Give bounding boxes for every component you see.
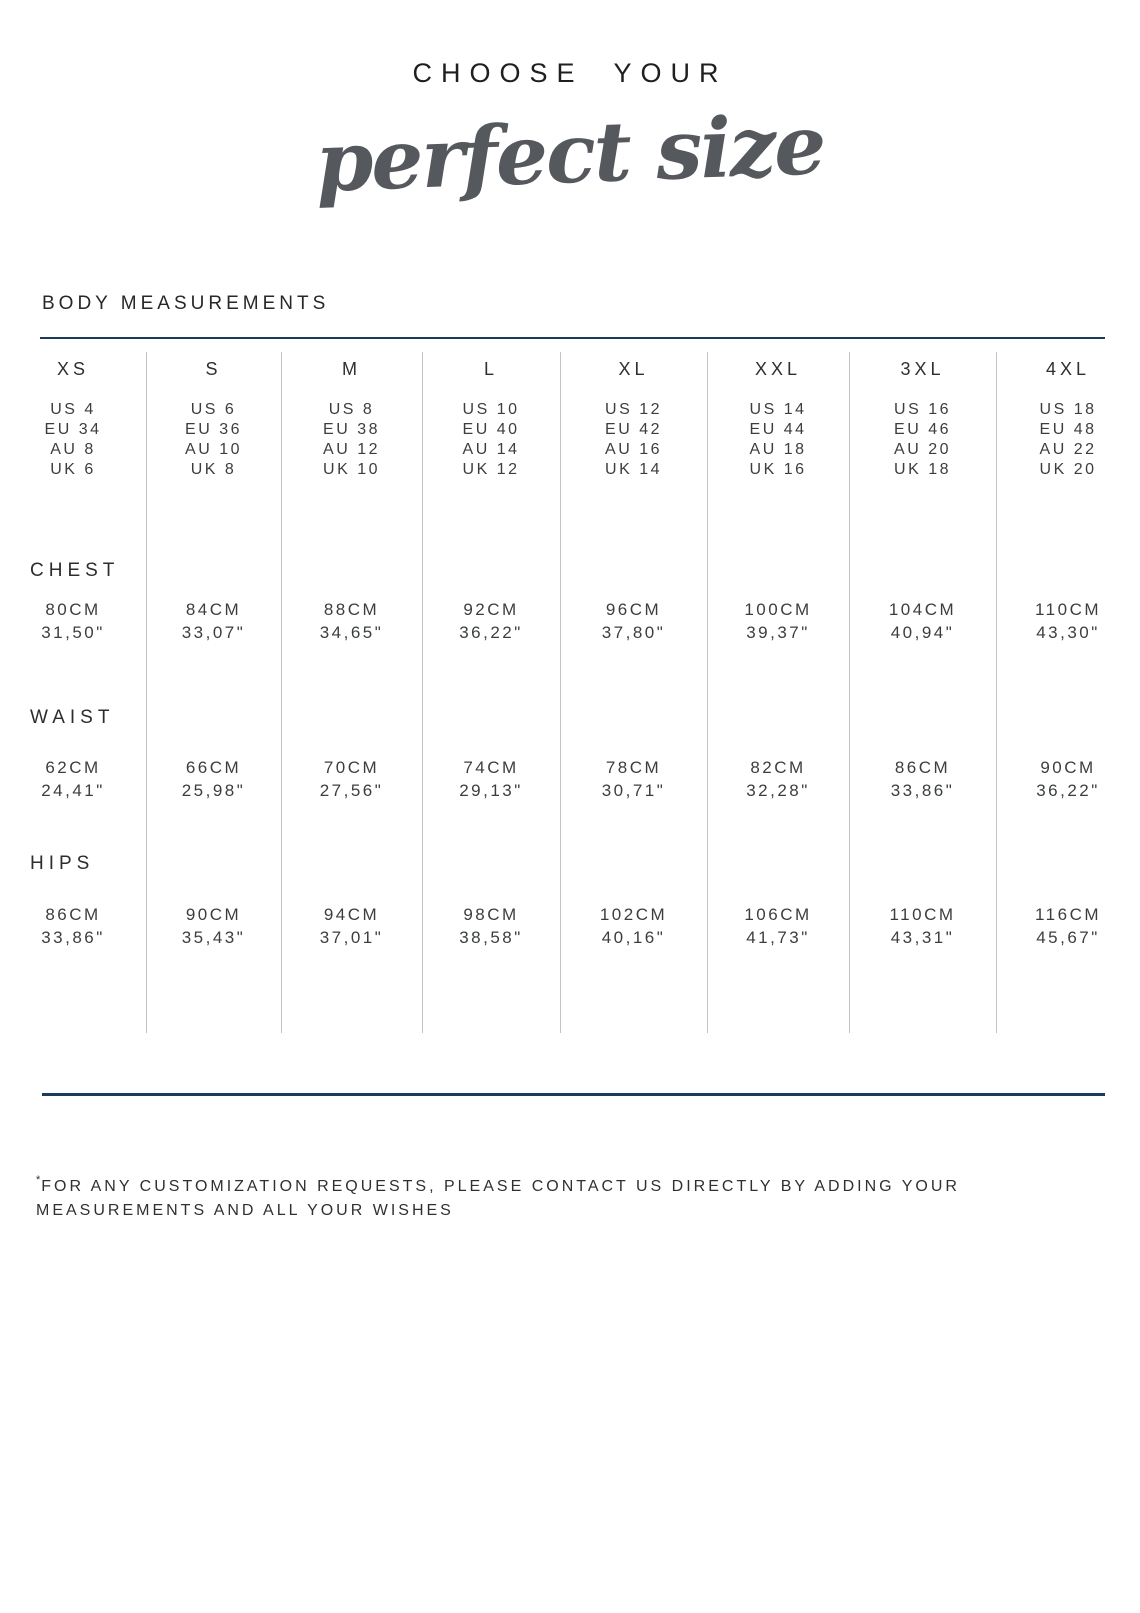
- hips-in: 37,01": [319, 928, 384, 947]
- waist-cm: 86CM: [894, 758, 951, 777]
- hips-in: 38,58": [459, 928, 523, 947]
- waist-cm: 66CM: [185, 758, 242, 777]
- us-size: US 10: [462, 401, 520, 418]
- chest-in: 39,37": [746, 623, 810, 642]
- chest-in: 37,80": [601, 623, 666, 642]
- waist-cell: [849, 756, 996, 802]
- hips-cm: 102CM: [599, 905, 668, 924]
- waist-cm: 78CM: [605, 758, 662, 777]
- hips-cell: [281, 903, 422, 949]
- uk-size: UK 10: [323, 461, 380, 478]
- waist-cell: [560, 756, 707, 802]
- hips-cm: 110CM: [889, 905, 956, 924]
- eu-size: EU 34: [44, 421, 102, 438]
- chest-cm: 80CM: [45, 600, 101, 619]
- uk-size: UK 16: [749, 461, 807, 478]
- au-size: AU 14: [462, 441, 520, 458]
- waist-in: 30,71": [601, 781, 666, 800]
- size-header-xxl: XXL: [754, 359, 802, 379]
- chest-cell: [0, 598, 146, 644]
- size-systems-cell: [0, 400, 146, 480]
- chest-in: 34,65": [319, 623, 384, 642]
- hips-in: 33,86": [41, 928, 105, 947]
- hips-in: 35,43": [181, 928, 246, 947]
- us-size: US 18: [1039, 401, 1097, 418]
- chest-cell: [707, 598, 849, 644]
- us-size: US 4: [50, 401, 96, 418]
- hips-cm: 90CM: [185, 905, 242, 924]
- chest-cm: 92CM: [463, 600, 519, 619]
- chest-in: 33,07": [181, 623, 246, 642]
- au-size: AU 10: [185, 441, 242, 458]
- au-size: AU 20: [894, 441, 951, 458]
- size-systems-cell: [849, 400, 996, 480]
- uk-size: UK 8: [190, 461, 237, 478]
- bottom-accent-rule: [42, 1093, 1105, 1096]
- us-size: US 12: [605, 401, 662, 418]
- waist-cm: 74CM: [463, 758, 519, 777]
- size-header-xl: XL: [618, 359, 649, 379]
- us-size: US 14: [749, 401, 807, 418]
- eu-size: EU 48: [1039, 421, 1097, 438]
- eu-size: EU 46: [894, 421, 951, 438]
- waist-cell: [996, 756, 1140, 802]
- size-header-l: L: [483, 359, 498, 379]
- eu-size: EU 40: [462, 421, 520, 438]
- size-header-row: [0, 359, 1140, 380]
- eu-size: EU 36: [185, 421, 242, 438]
- chest-cm: 88CM: [323, 600, 380, 619]
- waist-values-row: [0, 756, 1140, 802]
- uk-size: UK 6: [50, 461, 96, 478]
- waist-cm: 90CM: [1040, 758, 1096, 777]
- waist-in: 27,56": [319, 781, 384, 800]
- hips-cell: [849, 903, 996, 949]
- eu-size: EU 38: [323, 421, 380, 438]
- size-header-4xl: 4XL: [1045, 359, 1091, 379]
- waist-in: 29,13": [459, 781, 523, 800]
- size-header-3xl: 3XL: [900, 359, 945, 379]
- page-title-top: CHOOSE YOUR: [412, 58, 728, 88]
- uk-size: UK 18: [894, 461, 951, 478]
- chest-cell: [422, 598, 560, 644]
- chest-cell: [560, 598, 707, 644]
- hips-cell: [146, 903, 281, 949]
- size-systems-row: [0, 400, 1140, 480]
- waist-in: 33,86": [890, 781, 955, 800]
- chest-values-row: [0, 598, 1140, 644]
- us-size: US 6: [190, 401, 237, 418]
- size-systems-cell: [707, 400, 849, 480]
- hips-cm: 86CM: [45, 905, 101, 924]
- hips-cell: [996, 903, 1140, 949]
- waist-cm: 82CM: [750, 758, 806, 777]
- size-header-m: M: [342, 359, 361, 379]
- hips-cell: [707, 903, 849, 949]
- page-title-script: perfect size: [314, 97, 826, 211]
- waist-cell: [281, 756, 422, 802]
- uk-size: UK 20: [1039, 461, 1097, 478]
- size-chart-table: [0, 339, 1140, 1033]
- au-size: AU 22: [1039, 441, 1097, 458]
- customization-footnote: [36, 1168, 1116, 1223]
- waist-in: 32,28": [746, 781, 810, 800]
- hips-cell: [422, 903, 560, 949]
- hips-in: 45,67": [1036, 928, 1100, 947]
- chest-cm: 110CM: [1034, 600, 1102, 619]
- size-systems-cell: [146, 400, 281, 480]
- waist-in: 25,98": [181, 781, 246, 800]
- chest-cell: [996, 598, 1140, 644]
- hips-cm: 94CM: [323, 905, 380, 924]
- waist-cell: [707, 756, 849, 802]
- chest-in: 40,94": [890, 623, 955, 642]
- body-measurements-heading: BODY MEASUREMENTS: [42, 293, 330, 314]
- waist-cell: [422, 756, 560, 802]
- chest-in: 43,30": [1036, 623, 1100, 642]
- hips-cm: 98CM: [463, 905, 519, 924]
- chest-cm: 96CM: [605, 600, 662, 619]
- size-header-xs: XS: [56, 359, 89, 379]
- size-header-s: S: [205, 359, 222, 379]
- hips-in: 40,16": [601, 928, 666, 947]
- size-systems-cell: [560, 400, 707, 480]
- eu-size: EU 44: [749, 421, 807, 438]
- chest-cell: [849, 598, 996, 644]
- hips-cm: 106CM: [744, 905, 812, 924]
- chest-in: 36,22": [459, 623, 523, 642]
- waist-cm: 62CM: [45, 758, 101, 777]
- footnote-asterisk: *: [36, 1174, 42, 1186]
- chest-cell: [146, 598, 281, 644]
- uk-size: UK 14: [605, 461, 662, 478]
- chest-cell: [281, 598, 422, 644]
- chest-cm: 100CM: [744, 600, 812, 619]
- hips-in: 41,73": [746, 928, 810, 947]
- chest-in: 31,50": [41, 623, 105, 642]
- au-size: AU 16: [605, 441, 662, 458]
- waist-cell: [0, 756, 146, 802]
- chest-label: CHEST: [30, 560, 120, 581]
- size-systems-cell: [996, 400, 1140, 480]
- size-systems-cell: [281, 400, 422, 480]
- hips-label: HIPS: [30, 853, 95, 874]
- hips-cm: 116CM: [1034, 905, 1102, 924]
- au-size: AU 12: [323, 441, 380, 458]
- au-size: AU 18: [749, 441, 807, 458]
- uk-size: UK 12: [462, 461, 520, 478]
- footnote-text: FOR ANY CUSTOMIZATION REQUESTS, PLEASE CONTACT US DIRECTLY BY ADDING YOUR MEASUREMENTS AND ALL YOUR WISHES: [36, 1178, 960, 1219]
- hips-cell: [0, 903, 146, 949]
- chest-cm: 104CM: [888, 600, 957, 619]
- waist-in: 36,22": [1036, 781, 1100, 800]
- us-size: US 16: [894, 401, 951, 418]
- waist-cm: 70CM: [323, 758, 380, 777]
- eu-size: EU 42: [605, 421, 662, 438]
- size-systems-cell: [422, 400, 560, 480]
- us-size: US 8: [328, 401, 375, 418]
- hips-values-row: [0, 903, 1140, 949]
- hips-cell: [560, 903, 707, 949]
- au-size: AU 8: [50, 441, 96, 458]
- hips-in: 43,31": [890, 928, 955, 947]
- waist-in: 24,41": [41, 781, 105, 800]
- waist-cell: [146, 756, 281, 802]
- waist-label: WAIST: [30, 707, 115, 728]
- chest-cm: 84CM: [185, 600, 242, 619]
